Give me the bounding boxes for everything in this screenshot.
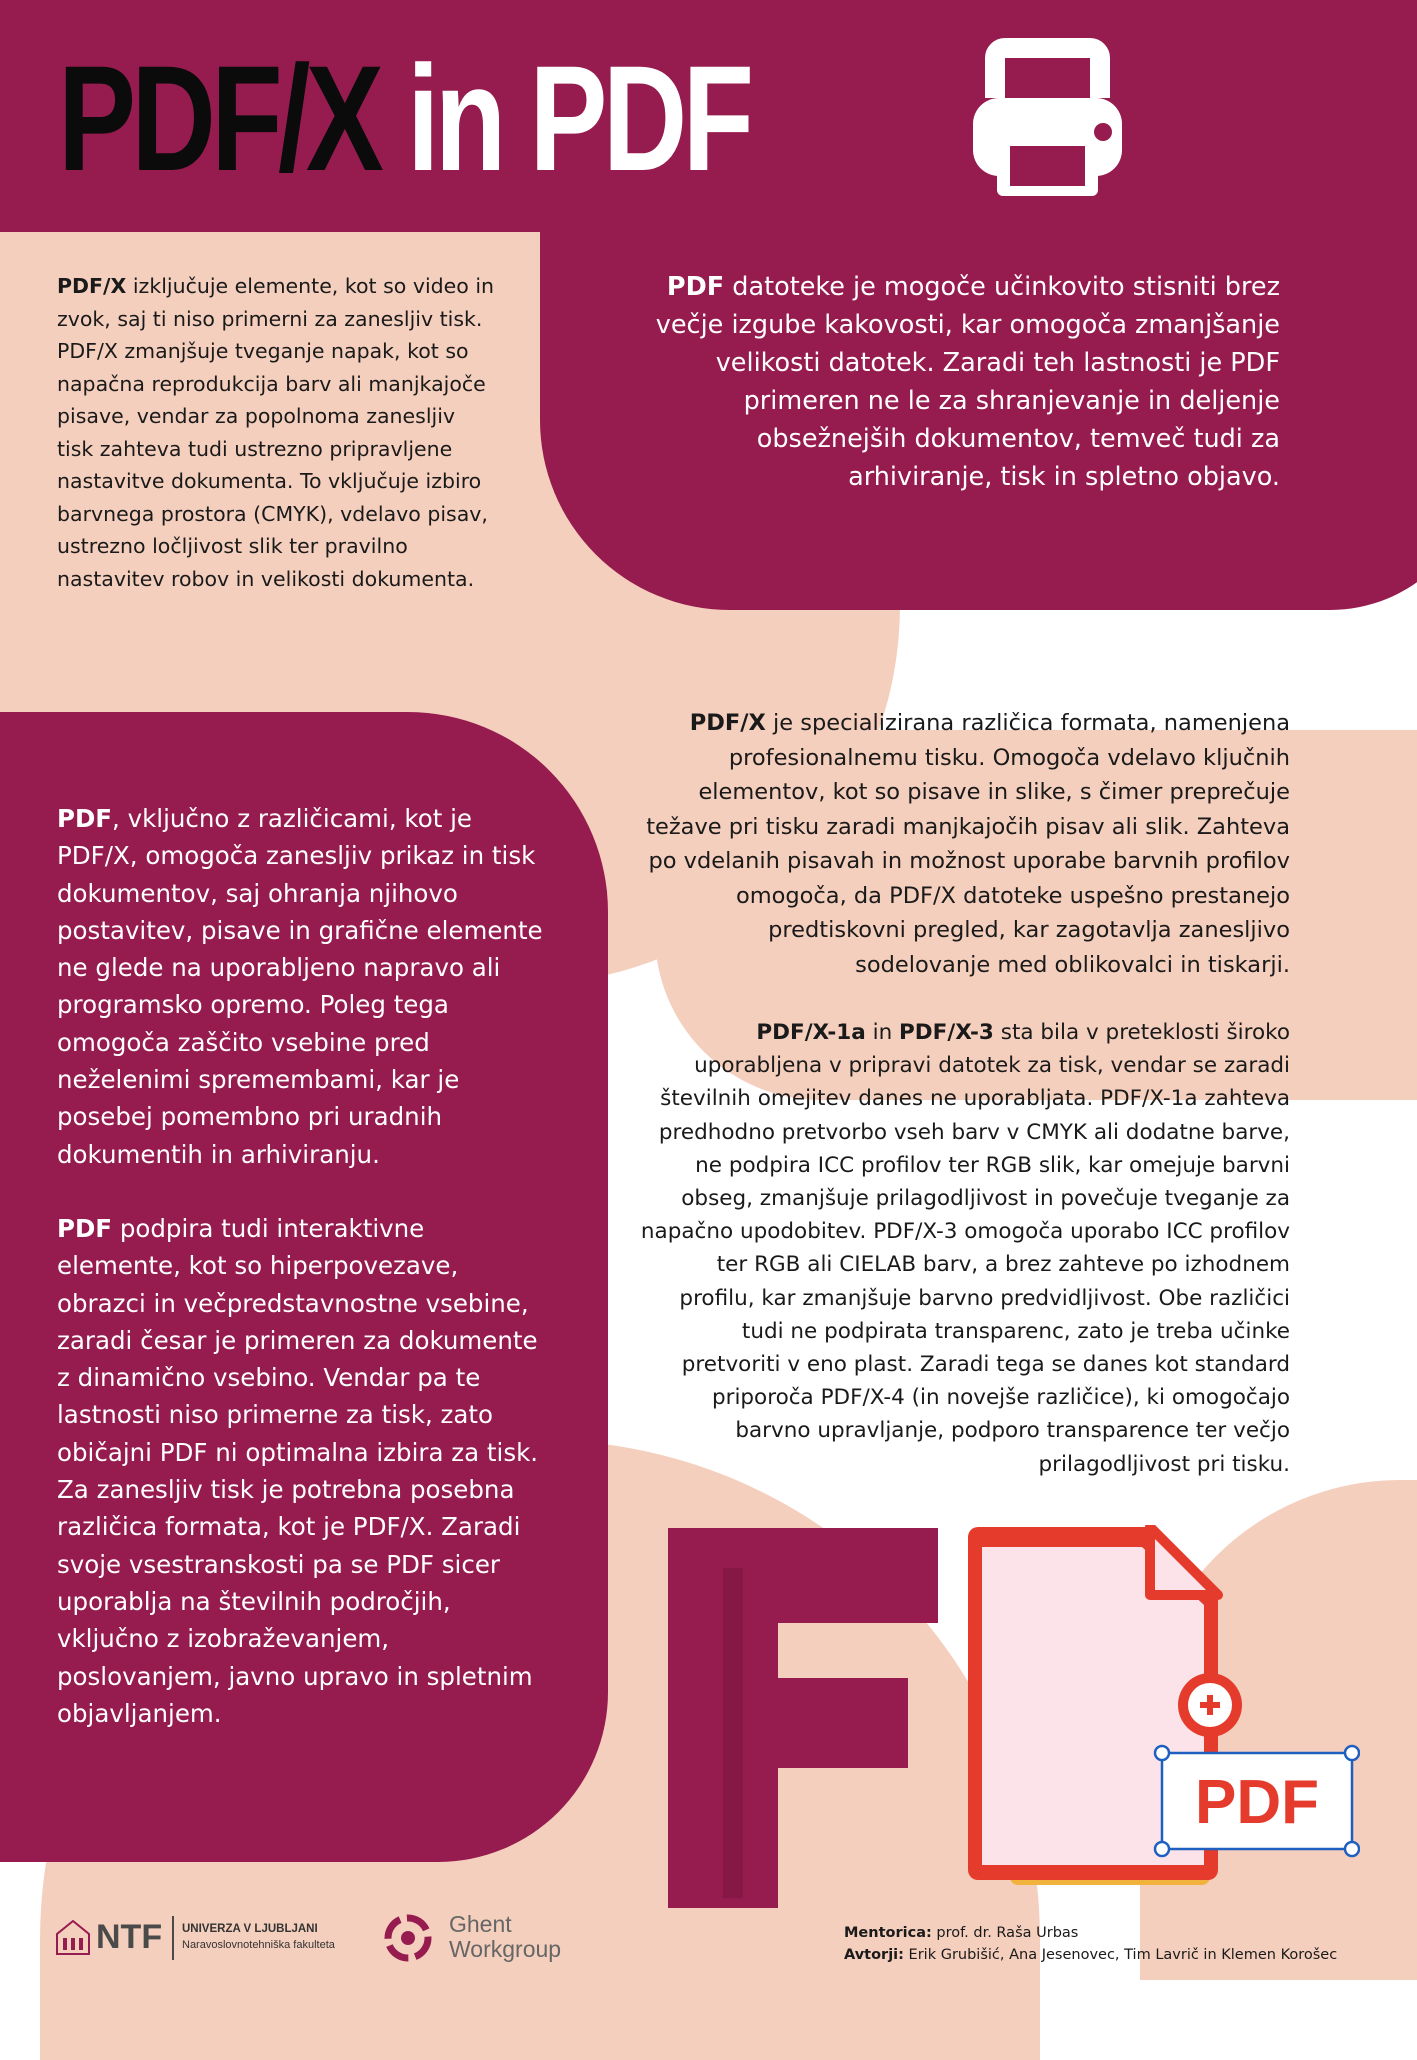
paragraph-body: sta bila v preteklosti široko uporabljena v pripravi datotek za tisk, vendar se zaradi številnih omejitev danes ne uporabljata. PDF/X-1a zahteva predhodno pretvorbo vseh barv v CMYK ali dodatne barve, ne podpira ICC profilov ter RGB slik, kar omejuje barvni obseg, zmanjšuje prilagodljivost in povečuje tveganje za napačno upodobitev. PDF/X-3 omogoča uporabo ICC profilov ter RGB ali CIELAB barv, a brez zahteve po izhodnem profilu, kar zmanjšuje barvno predvidljivost. Obe različici tudi ne podpirata transparenc, zato je treba učinke pretvoriti v eno plast. Zaradi tega se danes kot standard priporoča PDF/X-4 (in novejše različice), ki omogočajo barvno upravljanje, podporo transparence ter večjo prilagodljivost pri tisku. <box>640 1020 1290 1477</box>
pdf-label: PDF <box>1195 1768 1319 1837</box>
credits <box>844 1922 1404 1966</box>
logo-divider <box>172 1916 174 1960</box>
university-building-icon <box>55 1918 91 1956</box>
paragraph-body: je specializirana različica formata, namenjena profesionalnemu tisku. Omogoča vdelavo ključnih elementov, kot so pisave in slike, s čimer preprečuje težave pri tisku zaradi manjkajočih pisav ali slik. Zahteva po vdelanih pisavah in možnost uporabe barvnih profilov omogoča, da PDF/X datoteke uspešno prestanejo predtiskovni pregled, kar zagotavlja zanesljivo sodelovanje med oblikovalci in tiskarji. <box>646 710 1290 978</box>
ghent-line1: Ghent <box>449 1911 512 1937</box>
ntf-abbr: NTF <box>96 1918 163 1956</box>
pdf-reliability-text <box>57 800 547 1732</box>
term-pdfx: PDF/X <box>57 274 127 298</box>
big-letter-f <box>668 1528 958 1908</box>
paragraph <box>57 1210 547 1732</box>
paragraph-body: podpira tudi interaktivne elemente, kot so hiperpovezave, obrazci in večpredstavnostne vsebine, zaradi česar je primeren za dokumente z dinamično vsebino. Vendar pa te lastnosti niso primerne za tisk, zato običajni PDF ni optimalna izbira za tisk. Za zanesljiv tisk je potrebna posebna različica formata, kot je PDF/X. Zaradi svoje vsestranskosti pa se PDF sicer uporablja na številnih področjih, vključno z izobraževanjem, poslovanjem, javno upravo in spletnim objavljanjem. <box>57 1213 539 1728</box>
ntf-faculty: Naravoslovnotehniška fakulteta <box>182 1939 335 1951</box>
paragraph-body: izključuje elemente, kot so video in zvok, saj ti niso primerni za zanesljiv tisk. PDF/X zmanjšuje tveganje napak, kot so napačna reprodukcija barv ali manjkajoče pisave, vendar za popolnoma zanesljiv tisk zahteva tudi ustrezno pripravljene nastavitve dokumenta. To vključuje izbiro barvnega prostora (CMYK), vdelavo pisav, ustrezno ločljivost slik ter pravilno nastavitev robov in velikosti dokumenta. <box>57 274 495 591</box>
ntf-university: UNIVERZA V LJUBLJANI <box>182 1923 318 1935</box>
term-pdfx-1a: PDF/X-1a <box>756 1020 866 1045</box>
term-pdfx-3: PDF/X-3 <box>899 1020 994 1045</box>
ghent-line2: Workgroup <box>449 1936 562 1962</box>
title-part-2: in PDF <box>406 34 750 202</box>
pdfx-versions-text: PDF/X-1a in PDF/X-3 sta bila v preteklosti široko uporabljena v pripravi datotek za tisk, vendar se zaradi številnih omejitev danes ne uporabljata. PDF/X-1a zahteva predhodno pretvorbo vseh barv v CMYK ali dodatne barve, ne podpira ICC profilov ter RGB slik, kar omejuje barvni obseg, zmanjšuje prilagodljivost in povečuje tveganje za napačno upodobitev. PDF/X-3 omogoča uporabo ICC profilov ter RGB ali CIELAB barv, a brez zahteve po izhodnem profilu, kar zmanjšuje barvno predvidljivost. Obe različici tudi ne podpirata transparenc, zato je treba učinke pretvoriti v eno plast. Zaradi tega se danes kot standard priporoča PDF/X-4 (in novejše različice), ki omogočajo barvno upravljanje, podporo transparence ter večjo prilagodljivost pri tisku. <box>640 1020 1290 1477</box>
authors-line: Avtorji: Erik Grubišić, Ana Jesenovec, Tim Lavrič in Klemen Korošec <box>844 1947 1338 1963</box>
term-pdf: PDF <box>666 272 725 302</box>
pdf-compression-text <box>640 268 1280 496</box>
pdf-file-icon <box>960 1525 1360 1905</box>
page-title <box>58 28 749 208</box>
term-pdfx: PDF/X <box>689 710 766 736</box>
pdfx-definition-text <box>640 706 1290 982</box>
paragraph-body: , vključno z različicami, kot je PDF/X, omogoča zanesljiv prikaz in tisk dokumentov, saj ohranja njihovo postavitev, pisave in grafične elemente ne glede na uporabljeno napravo ali programsko opremo. Poleg tega omogoča zaščito vsebine pred neželenimi spremembami, kar je posebej pomembno pri uradnih dokumentih in arhiviranju. <box>57 804 543 1169</box>
term-pdf: PDF <box>57 1213 113 1243</box>
term-pdf: PDF <box>57 804 113 833</box>
paragraph-body: datoteke je mogoče učinkovito stisniti brez večje izgube kakovosti, kar omogoča zmanjšanje velikosti datotek. Zaradi teh lastnosti je PDF primeren ne le za shranjevanje in deljenje obsežnejših dokumentov, temveč tudi za arhiviranje, tisk in spletno objavo. <box>655 272 1280 492</box>
ghent-workgroup-icon <box>384 1914 432 1962</box>
title-part-1: PDF/X <box>58 34 380 202</box>
pdfx-limitations-text <box>57 270 497 595</box>
printer-icon <box>965 36 1130 206</box>
paragraph <box>57 800 547 1173</box>
mentor-line: Mentorica: prof. dr. Raša Urbas <box>844 1925 1079 1941</box>
